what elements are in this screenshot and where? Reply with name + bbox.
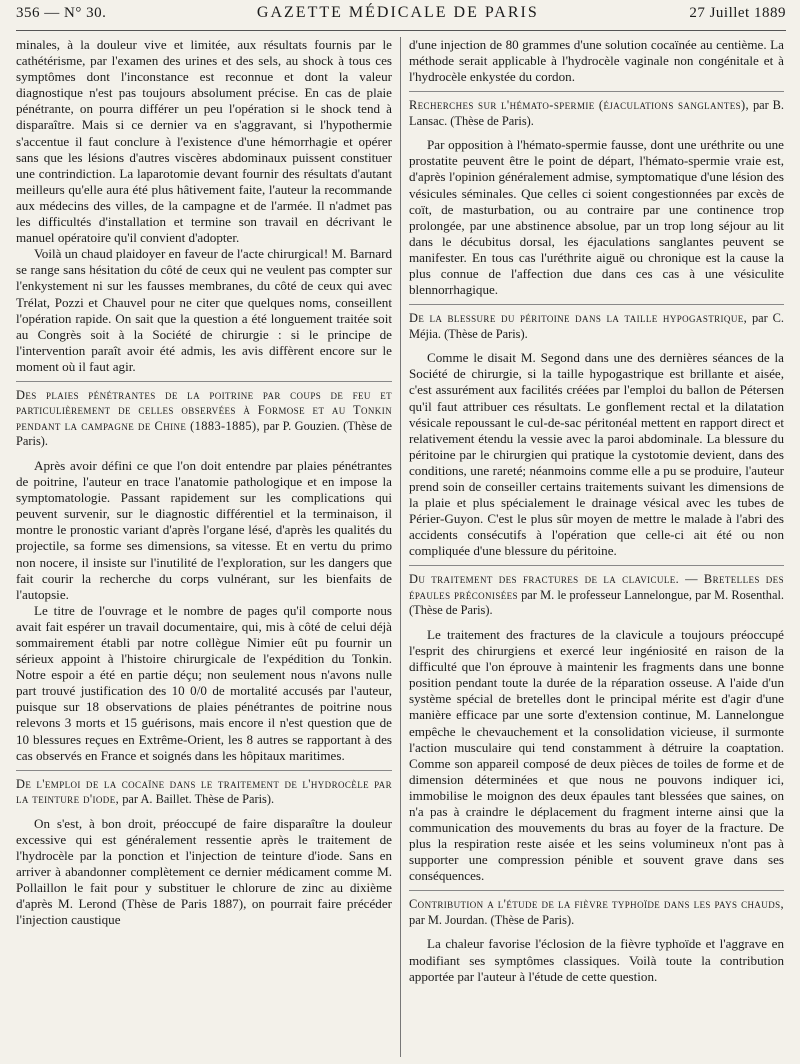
article-author: par M. le professeur Lannelongue, par M. Rosenthal. (Thèse de Paris). xyxy=(409,587,784,618)
article-title: De l'emploi de la cocaïne dans le traitement de l'hydrocèle par la teinture d'iode, xyxy=(16,776,392,807)
paragraph: minales, à la douleur vive et limitée, aux résultats fournis par le cathétérisme, par l'examen des urines et des sels, au shock à tous ces symptômes dont l'inconstance est reconnue et dont la valeur diagnostique n'est pas toujours absolument précise. En cas de plaie pénétrante, on pourra différer un peu l'opération si le shock tend à disparaître. Mais si ce dernier va en s'aggravant, si l'hypothermie s'accentue il faut conclure à l'existence d'une hémorrhagie et opérer sans que les lésions d'autres viscères abdominaux puissent constituer une contrindiction. La laparotomie devant fournir des résultats d'autant meilleurs qu'elle aura été plus hâtivement faite, l'auteur la recommande aux médecins des villes, de la campagne et de l'armée. Il n'admet pas les difficultés d'installation et termine son travail en décrivant le manuel opératoire qu'il convient d'adopter. xyxy=(16,37,392,246)
article-heading xyxy=(409,91,784,129)
article-title: Contribution a l'étude de la fièvre typhoïde dans les pays chauds, xyxy=(409,897,784,912)
article-heading xyxy=(16,770,392,808)
paragraph: d'une injection de 80 grammes d'une solution cocaïnée au centième. La méthode serait applicable à l'hydrocèle vaginale non congénitale et à l'hydrocèle enkystée du cordon. xyxy=(409,37,784,85)
columns xyxy=(16,37,786,1057)
article-title: Du traitement des fractures de la clavicule. — Bretelles des épaules préconisées xyxy=(409,572,784,602)
article-heading xyxy=(409,565,784,619)
article-title: Des plaies pénétrantes de la poitrine par coups de feu et particulièrement de celles observées à Formose et au Tonkin pendant la campagne de Chine (1883-1885), xyxy=(16,387,392,433)
right-column xyxy=(400,37,784,1057)
article-heading xyxy=(409,890,784,928)
paragraph: Par opposition à l'hémato-spermie fausse, dont une uréthrite ou une prostatite peuvent être le point de départ, l'hémato-spermie vraie est, d'après l'opinion généralement admise, symptomatique d'une lésion des vésicules séminales. Que celles ci soient congestionnées par excès de coït, de masturbation, ou au contraire par une continence trop prolongée, par une abstinence absolue, par un trop long séjour au lit dans le décubitus dorsal, les éjaculations sanglantes peuvent se manifester. En tous cas l'uréthrite aiguë ou chronique est la cause la plus connue de l'affection due dans ces cas à une vésiculite blennorrhagique. xyxy=(409,137,784,298)
issue-date: 27 Juillet 1889 xyxy=(689,5,786,21)
paragraph: Le titre de l'ouvrage et le nombre de pages qu'il comporte nous avait fait espérer un travail documentaire, qui, mis à côté de celui déjà sommairement établi par notre collègue Nimier eût pu fournir un sérieux appoint à l'histoire chirurgicale de l'expédition du Tonkin. Notre espoir a été en partie déçu; non seulement nous n'avons nulle part trouvé justification des 10 0/0 de mortalité accusés par l'auteur, puisque sur 18 observations de plaies pénétrantes de poitrine nous relevons 3 morts et 15 guérisons, mais encore il n'est question que de 10 blessures reçues en Extrême-Orient, les 8 autres se rapportant à des cas observés en France et soignés dans les hôpitaux maritimes. xyxy=(16,602,392,763)
article-title: De la blessure du péritoine dans la taille hypogastrique, xyxy=(409,311,748,326)
paragraph: Comme le disait M. Segond dans une des dernières séances de la Société de chirurgie, si la taille hypogastrique est brillante et aisée, c'est assurément aux facilités créées par l'emploi du ballon de Pétersen qu'il faut attribuer ces résultats. Le gonflement rectal et la dilatation vésicale repoussant le cul-de-sac péritonéal mettent en rapport direct et relativement étendu la vessie avec la paroi abdominale. La blessure du péritoine par le chirurgien qui pratique la cystotomie devient, dans des conditions, une rareté; néanmoins comme elle a pu se produire, l'auteur prend soin de conseiller certains traitements suivant les dimensions de la plaie et plus spécialement le drainage vésical avec les tubes de Périer-Guyon. C'est le plus sûr moyen de mettre le malade à l'abri des accidents consécutifs à l'opération que celle-ci ait été ou non compliquée d'une blessure du péritoine. xyxy=(409,350,784,559)
article-author: par M. Jourdan. (Thèse de Paris). xyxy=(409,912,575,927)
article-heading xyxy=(409,304,784,342)
article-title: Recherches sur l'hémato-spermie (éjaculations sanglantes), xyxy=(409,98,750,113)
paragraph: Voilà un chaud plaidoyer en faveur de l'acte chirurgical! M. Barnard se range sans hésitation du côté de ceux qui ne veulent pas compter sur l'enkystement ni sur les fausses membranes, du côté de ceux qui avec Trélat, Pozzi et Chauvel pour ne citer que quelques noms, conseillent l'opération rapide. On sait que la question a été longuement traitée soit au Congrès soit à la Société de chirurgie : si le principe de l'intervention paraît avoir été admis, les avis diffèrent encore sur le moment où il faut agir. xyxy=(16,246,392,374)
page-number: 356 — N° 30. xyxy=(16,5,107,21)
article-author: par C. Méjia. (Thèse de Paris). xyxy=(409,311,784,341)
paragraph: La chaleur favorise l'éclosion de la fièvre typhoïde et l'aggrave en modifiant ses symptômes classiques. Voilà toute la contribution apportée par l'auteur à l'étude de cette question. xyxy=(409,936,784,984)
article-author: par P. Gouzien. (Thèse de Paris). xyxy=(16,418,392,449)
journal-title: GAZETTE MÉDICALE DE PARIS xyxy=(256,4,539,21)
article-heading xyxy=(16,381,392,450)
page-header xyxy=(16,4,786,31)
paragraph: Après avoir défini ce que l'on doit entendre par plaies pénétrantes de poitrine, l'auteur en trace l'anatomie pathologique et en impose la symptomatologie. Passant rapidement sur les complications qui peuvent survenir, sur le diagnostic différentiel et la terminaison, il montre le pronostic variant d'après l'organe lésé, d'après les qualités du projectile, sa forme ses dimensions, sa vitesse. Et en vertu du primo non nocere, il insiste sur l'inutilité de l'exploration, sur les dangers que fait courir la recherche du corps vulnérant, sur les bienfaits de l'autopsie. xyxy=(16,457,392,602)
article-author: par A. Baillet. Thèse de Paris). xyxy=(122,792,275,807)
paragraph: On s'est, à bon droit, préoccupé de faire disparaître la douleur excessive qui est généralement ressentie après le traitement de l'hydrocèle par la ponction et l'injection de teinture d'iode. Sans en arriver à abandonner complètement ce dernier médicament comme M. Pollaillon le fait pour y substituer le chlorure de zinc au dixième d'après M. Lerond (Thèse de Paris 1887), on pourrait faire précéder l'injection caustique xyxy=(16,815,392,928)
paragraph: Le traitement des fractures de la clavicule a toujours préoccupé l'esprit des chirurgiens et exercé leur ingéniosité en raison de la difficulté que l'on éprouve à maintenir les fragments dans une bonne position pendant toute la durée de la réparation osseuse. A l'aide d'un système spécial de bretelles dont le principal mérite est d'agir d'une manière efficace par une sorte d'extension continue, M. Lannelongue empêche le chevauchement et la consolidation vicieuse, il surmonte l'action musculaire qui tend constamment à détruire la coaptation. Comme son appareil composé de deux pièces de toiles de forme et de dimension déterminées et que nous ne pouvons indiquer ici, immobilise le moignon des deux épaules tant blessées que saines, on n'a pas à craindre le déplacement du fragment interne ainsi que la communication des mouvements du bras au foyer de la fracture. De plus la respiration reste aisée et les seins volumineux n'ont pas à supporter une compression pénible et souvent grave dans ses conséquences. xyxy=(409,626,784,884)
left-column xyxy=(16,37,400,1057)
article-author: par B. Lansac. (Thèse de Paris). xyxy=(409,98,784,128)
